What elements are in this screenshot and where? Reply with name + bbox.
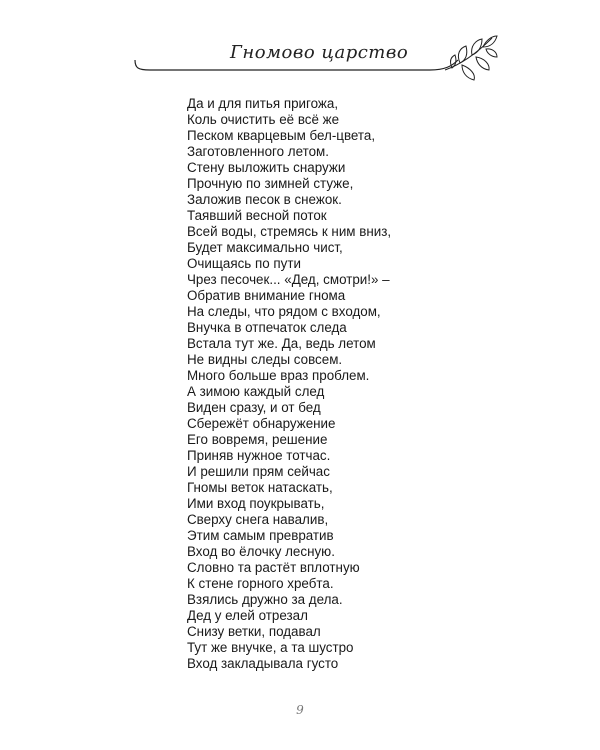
poem-line: Прочную по зимней стуже, bbox=[187, 176, 354, 191]
poem-line: Таявший весной поток bbox=[187, 208, 327, 223]
poem-line: На следы, что рядом с входом, bbox=[187, 304, 381, 319]
poem-line: Не видны следы совсем. bbox=[187, 352, 343, 367]
page-number: 9 bbox=[296, 703, 304, 717]
poem-line: Взялись дружно за дела. bbox=[187, 592, 343, 607]
poem-line: Стену выложить снаружи bbox=[187, 160, 346, 175]
running-header-title: Гномово царство bbox=[230, 42, 409, 63]
poem-line: Заготовленного летом. bbox=[187, 144, 329, 159]
poem-line: Чрез песочек... «Дед, смотри!» – bbox=[187, 272, 390, 287]
poem-line: Этим самым превратив bbox=[187, 528, 334, 543]
poem-line: Вход во ёлочку лесную. bbox=[187, 544, 335, 559]
poem-line: Сбережёт обнаружение bbox=[187, 416, 336, 431]
poem-line: Его вовремя, решение bbox=[187, 432, 328, 447]
poem-line: Ими вход поукрывать, bbox=[187, 496, 325, 511]
poem-line: Будет максимально чист, bbox=[187, 240, 343, 255]
leaf-branch-icon bbox=[445, 36, 497, 80]
poem-line: А зимою каждый след bbox=[187, 384, 325, 399]
poem-line: Гномы веток натаскать, bbox=[187, 480, 333, 495]
poem-line: Встала тут же. Да, ведь летом bbox=[187, 336, 376, 351]
poem-line: Приняв нужное тотчас. bbox=[187, 448, 331, 463]
poem-line: Обратив внимание гнома bbox=[187, 288, 346, 303]
poem-line: Очищаясь по пути bbox=[187, 256, 301, 271]
poem-line: Да и для питья пригожа, bbox=[187, 96, 339, 111]
poem-line: Много больше враз проблем. bbox=[187, 368, 370, 383]
poem-line: Словно та растёт вплотную bbox=[187, 560, 360, 575]
poem-line: Дед у елей отрезал bbox=[187, 608, 308, 623]
poem-line: Сверху снега навалив, bbox=[187, 512, 329, 527]
poem-line: Песком кварцевым бел-цвета, bbox=[187, 128, 376, 143]
poem-line: Заложив песок в снежок. bbox=[187, 192, 342, 207]
poem-line: Снизу ветки, подавал bbox=[187, 624, 321, 639]
poem-line: Вход закладывала густо bbox=[187, 656, 339, 671]
poem-line: И решили прям сейчас bbox=[187, 464, 330, 479]
poem-line: Всей воды, стремясь к ним вниз, bbox=[187, 224, 392, 239]
poem-line: Тут же внучке, а та шустро bbox=[187, 640, 354, 655]
poem-line: Виден сразу, и от бед bbox=[187, 400, 321, 415]
poem-text bbox=[187, 96, 391, 672]
poem-line: Коль очистить её всё же bbox=[187, 112, 340, 127]
poem-line: Внучка в отпечаток следа bbox=[187, 320, 347, 335]
poem-line: К стене горного хребта. bbox=[187, 576, 334, 591]
running-header bbox=[0, 30, 600, 90]
